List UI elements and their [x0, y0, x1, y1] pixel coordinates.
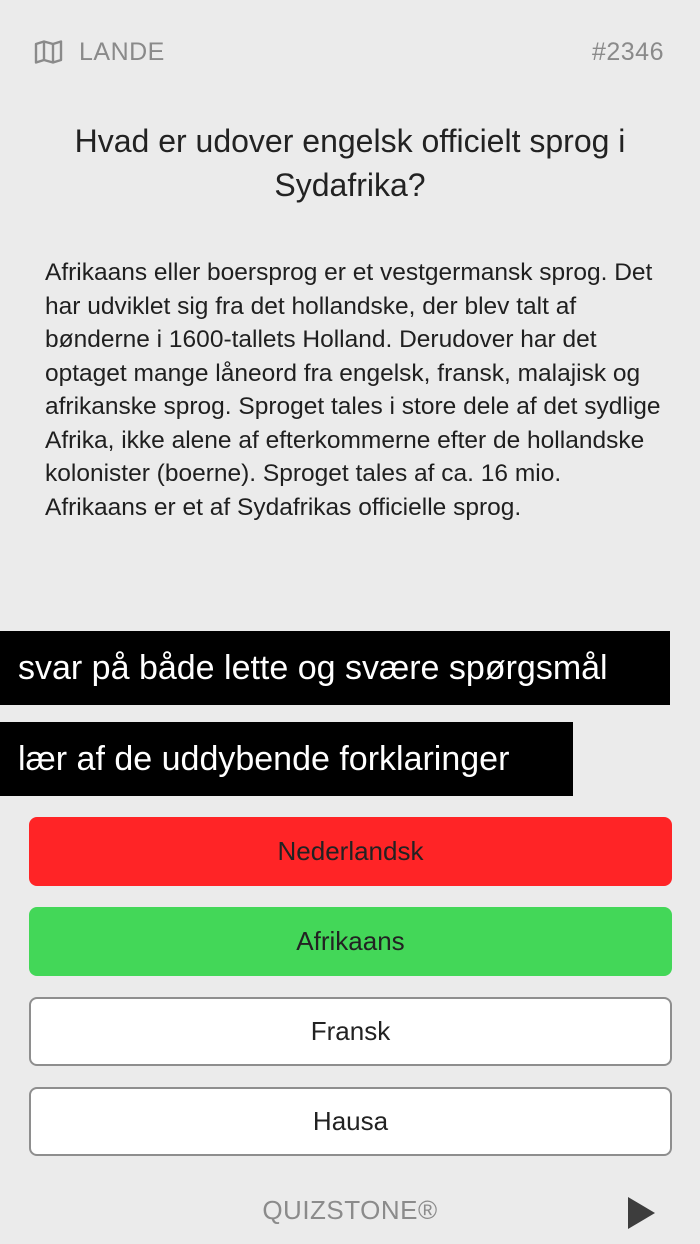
question-number: #2346	[591, 37, 664, 66]
answer-button-4[interactable]: Hausa	[29, 1087, 672, 1156]
explanation-text: Afrikaans eller boersprog er et vestgermansk sprog. Det har udviklet sig fra det hollandske, der blev talt af bønderne i 1600-tallets Holland. Derudover har det optaget mange låneord fra engelsk, fransk, malajisk og afrikanske sprog. Sproget tales i store dele af det sydlige Afrika, ikke alene af efterkommerne efter de hollandske kolonister (boerne). Sproget tales af ca. 16 mio. Afrikaans er et af Sydafrikas officielle sprog.	[45, 259, 661, 521]
answer-button-correct[interactable]: Afrikaans	[29, 907, 672, 976]
question-text: Hvad er udover engelsk officielt sprog i Sydafrika?	[74, 123, 626, 203]
play-icon	[626, 1196, 656, 1230]
next-button[interactable]	[626, 1196, 656, 1230]
answer-button-3[interactable]: Fransk	[29, 997, 672, 1066]
category-label: LANDE	[79, 37, 165, 66]
top-bar	[34, 30, 664, 74]
brand-label: QUIZSTONE®	[262, 1195, 438, 1225]
promo-banner-2: lær af de uddybende forklaringer	[0, 722, 573, 796]
promo-banner-1: svar på både lette og svære spørgsmål	[0, 631, 670, 705]
answer-button-wrong[interactable]: Nederlandsk	[29, 817, 672, 886]
category	[34, 38, 165, 67]
map-icon	[34, 40, 63, 64]
